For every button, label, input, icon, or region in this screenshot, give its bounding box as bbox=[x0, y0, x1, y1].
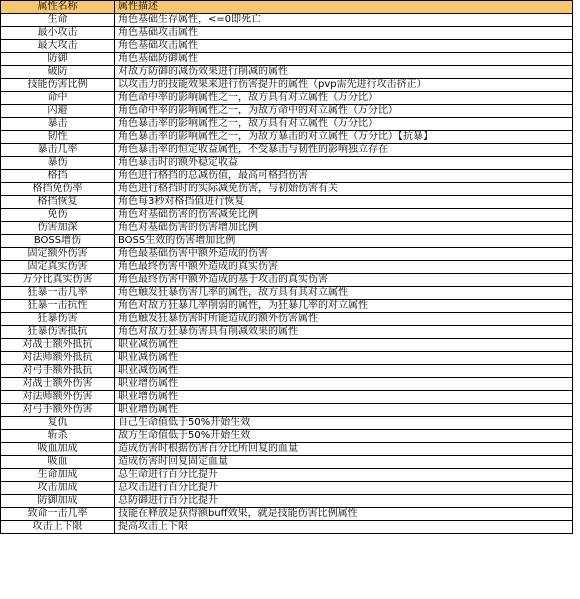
attribute-name-cell[interactable]: 格挡 bbox=[1, 170, 115, 183]
table-row bbox=[1, 274, 573, 287]
attribute-description-cell[interactable]: BOSS生效的伤害增加比例 bbox=[115, 235, 573, 248]
table-row bbox=[1, 66, 573, 79]
attribute-description-cell[interactable]: 角色暴击率的影响属性之一，为敌方暴击的对立属性（万分比）【抗暴】 bbox=[115, 131, 573, 144]
attribute-description-cell[interactable]: 造成伤害时回复固定血量 bbox=[115, 456, 573, 469]
attribute-description-cell[interactable]: 总生命进行百分比提升 bbox=[115, 469, 573, 482]
table-row bbox=[1, 53, 573, 66]
attribute-description-cell[interactable]: 角色暴击率的影响属性之一，敌方具有对立属性（万分比） bbox=[115, 118, 573, 131]
attribute-description-cell[interactable]: 角色基础生存属性，<=0即死亡 bbox=[115, 14, 573, 27]
attribute-description-cell[interactable]: 自己生命值低于50%开始生效 bbox=[115, 417, 573, 430]
attribute-name-cell[interactable]: 生命 bbox=[1, 14, 115, 27]
attribute-description-cell[interactable]: 角色暴击时的额外稳定收益 bbox=[115, 157, 573, 170]
attribute-description-cell[interactable]: 职业减伤属性 bbox=[115, 352, 573, 365]
attribute-description-cell[interactable]: 角色对敌方狂暴伤害具有削减效果的属性 bbox=[115, 326, 573, 339]
attribute-name-cell[interactable]: 对战士额外伤害 bbox=[1, 378, 115, 391]
table-row bbox=[1, 170, 573, 183]
table-row bbox=[1, 40, 573, 53]
table-row bbox=[1, 235, 573, 248]
table-row bbox=[1, 365, 573, 378]
attribute-name-cell[interactable]: 闪避 bbox=[1, 105, 115, 118]
table-row bbox=[1, 469, 573, 482]
attribute-name-cell[interactable]: 斩杀 bbox=[1, 430, 115, 443]
attribute-description-cell[interactable]: 角色命中率的影响属性之一，敌方具有对立属性（万分比） bbox=[115, 92, 573, 105]
attribute-description-cell[interactable]: 角色基础攻击属性 bbox=[115, 40, 573, 53]
attribute-description-cell[interactable]: 角色最终伤害中额外造成的真实伤害 bbox=[115, 261, 573, 274]
table-row bbox=[1, 131, 573, 144]
attribute-name-cell[interactable]: 暴击 bbox=[1, 118, 115, 131]
table-row bbox=[1, 183, 573, 196]
table-row bbox=[1, 430, 573, 443]
attribute-name-cell[interactable]: 复仇 bbox=[1, 417, 115, 430]
table-row bbox=[1, 300, 573, 313]
table-row bbox=[1, 326, 573, 339]
table-row bbox=[1, 339, 573, 352]
table-row bbox=[1, 144, 573, 157]
table-body bbox=[1, 14, 573, 534]
table-row bbox=[1, 222, 573, 235]
table-row bbox=[1, 79, 573, 92]
attribute-description-cell[interactable]: 角色进行格挡时的实际减免伤害，与初始伤害有关 bbox=[115, 183, 573, 196]
attribute-name-cell[interactable]: 致命一击几率 bbox=[1, 508, 115, 521]
attribute-name-cell[interactable]: 格挡恢复 bbox=[1, 196, 115, 209]
table-row bbox=[1, 352, 573, 365]
attribute-description-cell[interactable]: 职业减伤属性 bbox=[115, 339, 573, 352]
attribute-name-cell[interactable]: 狂暴伤害 bbox=[1, 313, 115, 326]
attribute-description-cell[interactable]: 对敌方防御的减伤效果进行削减的属性 bbox=[115, 66, 573, 79]
attribute-description-cell[interactable]: 角色对基础伤害的伤害减免比例 bbox=[115, 209, 573, 222]
attribute-name-cell[interactable]: 技能伤害比例 bbox=[1, 79, 115, 92]
attribute-name-cell[interactable]: 生命加成 bbox=[1, 469, 115, 482]
table-row bbox=[1, 209, 573, 222]
header-attribute-name[interactable]: 属性名称 bbox=[1, 1, 115, 14]
table-row bbox=[1, 482, 573, 495]
attribute-description-cell[interactable]: 以攻击力的技能效果来进行伤害提升的属性（pvp需先进行攻击挤正） bbox=[115, 79, 573, 92]
attribute-name-cell[interactable]: 防御 bbox=[1, 53, 115, 66]
attribute-description-cell[interactable]: 角色暴击率的恒定收益属性，不受暴击与韧性的影响独立存在 bbox=[115, 144, 573, 157]
attribute-name-cell[interactable]: 对弓手额外伤害 bbox=[1, 404, 115, 417]
table-row bbox=[1, 14, 573, 27]
attribute-name-cell[interactable]: 防御加成 bbox=[1, 495, 115, 508]
attribute-name-cell[interactable]: 攻击加成 bbox=[1, 482, 115, 495]
attribute-description-cell[interactable]: 造成伤害时根据伤害百分比所回复的血量 bbox=[115, 443, 573, 456]
attribute-description-cell[interactable]: 技能在释放是获得额buff效果，就是技能伤害比例属性 bbox=[115, 508, 573, 521]
attribute-name-cell[interactable]: 对弓手额外抵抗 bbox=[1, 365, 115, 378]
table-row bbox=[1, 508, 573, 521]
attribute-name-cell[interactable]: 命中 bbox=[1, 92, 115, 105]
table-row bbox=[1, 27, 573, 40]
attribute-description-cell[interactable]: 角色对基础伤害的伤害增加比例 bbox=[115, 222, 573, 235]
attribute-name-cell[interactable]: 狂暴一击抗性 bbox=[1, 300, 115, 313]
table-row bbox=[1, 456, 573, 469]
attribute-description-cell[interactable]: 角色触发狂暴伤害几率的属性，敌方具有其对立属性 bbox=[115, 287, 573, 300]
attribute-name-cell[interactable]: 固定额外伤害 bbox=[1, 248, 115, 261]
attribute-name-cell[interactable]: BOSS增伤 bbox=[1, 235, 115, 248]
table-row bbox=[1, 495, 573, 508]
attribute-name-cell[interactable]: 固定真实伤害 bbox=[1, 261, 115, 274]
attribute-description-cell[interactable]: 职业增伤属性 bbox=[115, 391, 573, 404]
table-row bbox=[1, 287, 573, 300]
attribute-description-cell[interactable]: 角色命中率的影响属性之一，为敌方命中的对立属性（万分比） bbox=[115, 105, 573, 118]
attribute-name-cell[interactable]: 破防 bbox=[1, 66, 115, 79]
attribute-name-cell[interactable]: 最小攻击 bbox=[1, 27, 115, 40]
header-row bbox=[1, 1, 573, 14]
attribute-description-cell[interactable]: 提高攻击上下限 bbox=[115, 521, 573, 534]
attribute-description-cell[interactable]: 角色基础防御属性 bbox=[115, 53, 573, 66]
attribute-description-cell[interactable]: 角色最基础伤害中额外造成的伤害 bbox=[115, 248, 573, 261]
attribute-name-cell[interactable]: 攻击上下限 bbox=[1, 521, 115, 534]
table-row bbox=[1, 92, 573, 105]
attribute-name-cell[interactable]: 免伤 bbox=[1, 209, 115, 222]
attribute-description-cell[interactable]: 角色进行格挡的总减伤值，最高可格挡伤害 bbox=[115, 170, 573, 183]
attribute-name-cell[interactable]: 狂暴一击几率 bbox=[1, 287, 115, 300]
table-row bbox=[1, 417, 573, 430]
attribute-description-cell[interactable]: 角色最终伤害中额外造成的基于攻击的真实伤害 bbox=[115, 274, 573, 287]
table-row bbox=[1, 196, 573, 209]
attribute-description-cell[interactable]: 角色每3秒对格挡值进行恢复 bbox=[115, 196, 573, 209]
attribute-description-cell[interactable]: 角色触发狂暴伤害时所能造成的额外伤害属性 bbox=[115, 313, 573, 326]
attribute-name-cell[interactable]: 暴击几率 bbox=[1, 144, 115, 157]
attribute-name-cell[interactable]: 暴伤 bbox=[1, 157, 115, 170]
table-header bbox=[1, 1, 573, 14]
attribute-description-cell[interactable]: 职业减伤属性 bbox=[115, 365, 573, 378]
attribute-name-cell[interactable]: 吸血加成 bbox=[1, 443, 115, 456]
attribute-name-cell[interactable]: 万分比真实伤害 bbox=[1, 274, 115, 287]
table-row bbox=[1, 118, 573, 131]
attribute-name-cell[interactable]: 对战士额外抵抗 bbox=[1, 339, 115, 352]
attribute-name-cell[interactable]: 对法师额外抵抗 bbox=[1, 352, 115, 365]
attribute-name-cell[interactable]: 伤害加深 bbox=[1, 222, 115, 235]
attribute-name-cell[interactable]: 韧性 bbox=[1, 131, 115, 144]
table-row bbox=[1, 248, 573, 261]
attribute-description-cell[interactable]: 职业增伤属性 bbox=[115, 404, 573, 417]
attribute-description-cell[interactable]: 角色对敌方狂暴几率削弱的属性，为狂暴几率的对立属性 bbox=[115, 300, 573, 313]
attribute-description-cell[interactable]: 职业增伤属性 bbox=[115, 378, 573, 391]
table-row bbox=[1, 378, 573, 391]
table-row bbox=[1, 261, 573, 274]
attribute-name-cell[interactable]: 格挡免伤率 bbox=[1, 183, 115, 196]
attribute-name-cell[interactable]: 最大攻击 bbox=[1, 40, 115, 53]
table-row bbox=[1, 443, 573, 456]
attribute-description-cell[interactable]: 总防御进行百分比提升 bbox=[115, 495, 573, 508]
attribute-description-cell[interactable]: 总攻击进行百分比提升 bbox=[115, 482, 573, 495]
attribute-description-cell[interactable]: 角色基础攻击属性 bbox=[115, 27, 573, 40]
attribute-description-cell[interactable]: 敌方生命值低于50%开始生效 bbox=[115, 430, 573, 443]
attribute-name-cell[interactable]: 狂暴伤害抵抗 bbox=[1, 326, 115, 339]
attribute-name-cell[interactable]: 吸血 bbox=[1, 456, 115, 469]
table-row bbox=[1, 404, 573, 417]
table-row bbox=[1, 391, 573, 404]
header-attribute-description[interactable]: 属性描述 bbox=[115, 1, 573, 14]
table-row bbox=[1, 521, 573, 534]
attribute-name-cell[interactable]: 对法师额外伤害 bbox=[1, 391, 115, 404]
table-row bbox=[1, 313, 573, 326]
table-row bbox=[1, 157, 573, 170]
table-row bbox=[1, 105, 573, 118]
